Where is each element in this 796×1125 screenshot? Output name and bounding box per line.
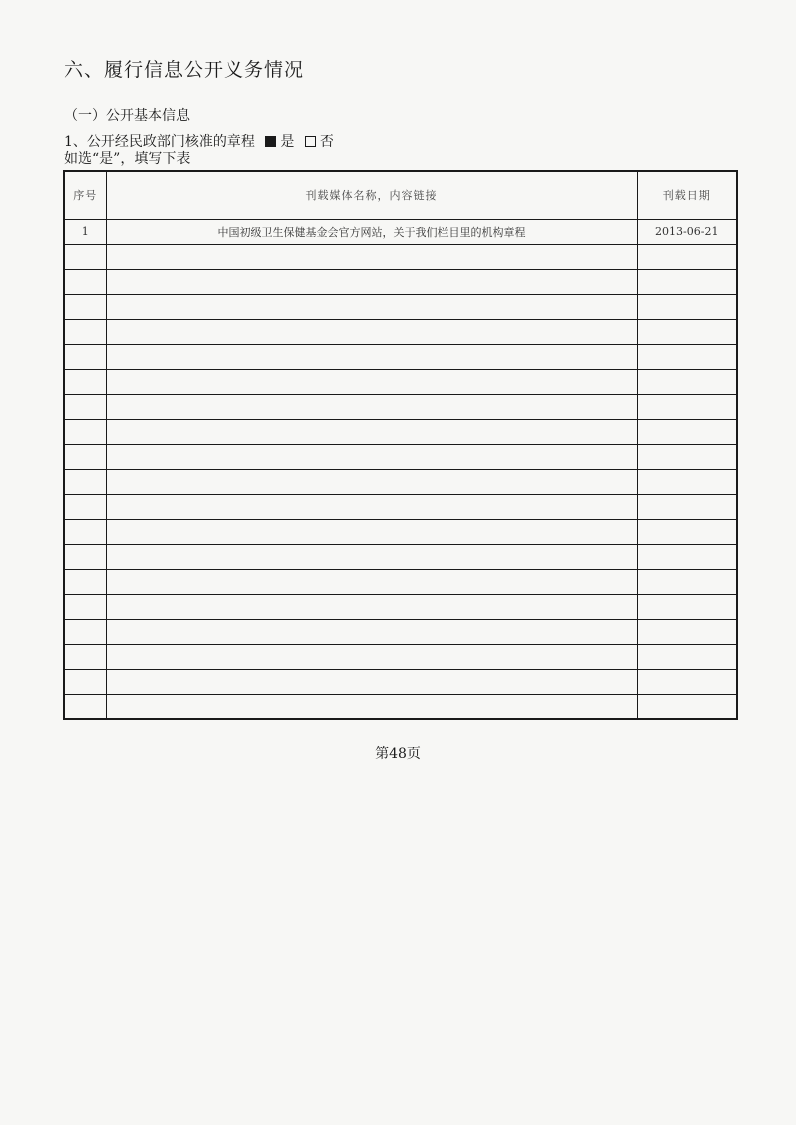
cell-no: [64, 369, 106, 394]
cell-media: [106, 494, 637, 519]
cell-media: [106, 244, 637, 269]
cell-date: [637, 319, 737, 344]
table-row: [64, 619, 737, 644]
section-title: 六、履行信息公开义务情况: [64, 59, 305, 81]
cell-no: [64, 694, 106, 719]
cell-date: [637, 544, 737, 569]
cell-date: [637, 419, 737, 444]
cell-media: [106, 619, 637, 644]
cell-media: [106, 594, 637, 619]
cell-date: [637, 494, 737, 519]
cell-no: [64, 544, 106, 569]
cell-media: [106, 319, 637, 344]
table-header-row: [64, 171, 737, 219]
cell-date: [637, 444, 737, 469]
cell-no: [64, 619, 106, 644]
table-row: [64, 394, 737, 419]
cell-media: [106, 419, 637, 444]
sub-title: （一）公开基本信息: [64, 108, 190, 124]
table-row: [64, 694, 737, 719]
cell-date: [637, 394, 737, 419]
header-no: 序号: [64, 171, 106, 219]
yes-checkbox-checked-icon[interactable]: [265, 136, 276, 147]
cell-date: [637, 269, 737, 294]
cell-media: [106, 694, 637, 719]
cell-no: [64, 569, 106, 594]
table-row: [64, 419, 737, 444]
cell-media: [106, 369, 637, 394]
cell-date: [637, 344, 737, 369]
cell-date: [637, 244, 737, 269]
cell-media: [106, 269, 637, 294]
no-checkbox-unchecked-icon[interactable]: [305, 136, 316, 147]
table-row: [64, 469, 737, 494]
table-row: [64, 244, 737, 269]
cell-media: [106, 394, 637, 419]
cell-media: [106, 469, 637, 494]
page-number: 第48页: [375, 746, 421, 762]
cell-no: [64, 319, 106, 344]
table-row: [64, 269, 737, 294]
cell-no: [64, 269, 106, 294]
cell-media: [106, 294, 637, 319]
cell-date: [637, 569, 737, 594]
cell-no: [64, 594, 106, 619]
cell-no: [64, 394, 106, 419]
cell-no: 1: [64, 219, 106, 244]
cell-media: [106, 544, 637, 569]
cell-no: [64, 344, 106, 369]
cell-media: [106, 569, 637, 594]
table-row: [64, 344, 737, 369]
cell-media: [106, 444, 637, 469]
cell-date: [637, 594, 737, 619]
cell-date: [637, 669, 737, 694]
cell-media: [106, 669, 637, 694]
option-no-label: 否: [319, 134, 334, 150]
cell-no: [64, 494, 106, 519]
item-1-text: 1、公开经民政部门核准的章程: [64, 134, 255, 150]
header-media: 刊载媒体名称，内容链接: [106, 171, 637, 219]
cell-no: [64, 519, 106, 544]
table-row: [64, 594, 737, 619]
cell-no: [64, 444, 106, 469]
cell-no: [64, 294, 106, 319]
cell-no: [64, 419, 106, 444]
table-row: [64, 444, 737, 469]
table-row: [64, 294, 737, 319]
cell-date: [637, 469, 737, 494]
table-row: [64, 569, 737, 594]
cell-media: 中国初级卫生保健基金会官方网站，关于我们栏目里的机构章程: [106, 219, 637, 244]
cell-date: [637, 369, 737, 394]
option-yes-label: 是: [280, 134, 295, 150]
table-row: [64, 219, 737, 244]
table-row: [64, 669, 737, 694]
table-row: [64, 519, 737, 544]
cell-no: [64, 469, 106, 494]
table-row: [64, 369, 737, 394]
cell-media: [106, 644, 637, 669]
cell-media: [106, 344, 637, 369]
cell-date: [637, 519, 737, 544]
cell-date: 2013-06-21: [637, 219, 737, 244]
cell-date: [637, 644, 737, 669]
cell-date: [637, 619, 737, 644]
cell-no: [64, 244, 106, 269]
cell-media: [106, 519, 637, 544]
fill-instruction: 如选“是”，填写下表: [64, 151, 191, 167]
disclosure-table: [63, 170, 738, 720]
table-row: [64, 644, 737, 669]
table-row: [64, 544, 737, 569]
table-row: [64, 494, 737, 519]
header-date: 刊载日期: [637, 171, 737, 219]
cell-date: [637, 694, 737, 719]
cell-date: [637, 294, 737, 319]
cell-no: [64, 644, 106, 669]
cell-no: [64, 669, 106, 694]
table-row: [64, 319, 737, 344]
